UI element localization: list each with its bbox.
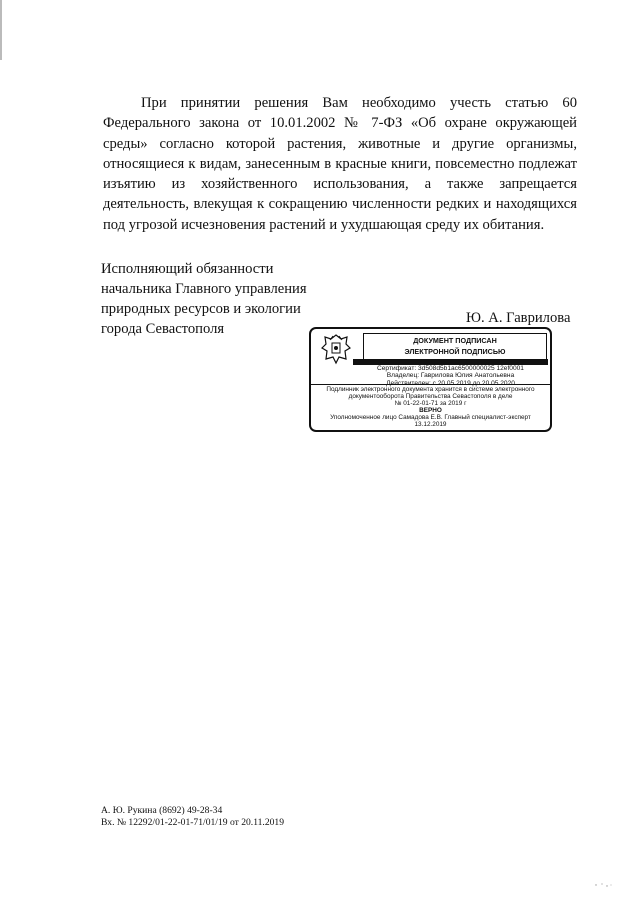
signatory-line-4: города Севастополя bbox=[101, 321, 225, 337]
signatory-block bbox=[101, 259, 331, 339]
stamp-date: 13.12.2019 bbox=[414, 421, 447, 428]
letter-paragraph: При принятии решения Вам необходимо учесть статью 60 Федерального закона от 10.01.2002 № 7-ФЗ «Об охране окружающей среды» согласно которой растения, животные и другие организмы, относящиеся к видам, занесенным в красные книги, повсеместно подлежат изъятию из хозяйственного использования, а также запрещается деятельность, влекущая к сокращению численности редких и находящихся под угрозой исчезновения растений и ухудшающая среду их обитания. bbox=[103, 95, 577, 233]
signer-name: Ю. А. Гаврилова bbox=[466, 310, 571, 326]
stamp-title bbox=[363, 333, 547, 360]
stamp-original-note: Подлинник электронного документа хранится в системе электронного документооборота Правительства Севастополя в деле bbox=[326, 386, 535, 400]
footer-executor: А. Ю. Рукина (8692) 49-28-34 bbox=[101, 805, 223, 816]
signatory-line-2: начальника Главного управления bbox=[101, 281, 307, 297]
electronic-signature-stamp bbox=[309, 327, 552, 432]
stamp-divider bbox=[311, 384, 550, 385]
coat-of-arms-icon bbox=[319, 332, 353, 366]
stamp-title-line-2: ЭЛЕКТРОННОЙ ПОДПИСЬЮ bbox=[404, 347, 506, 356]
scan-speck bbox=[593, 882, 613, 888]
stamp-verification bbox=[317, 386, 544, 428]
stamp-authorized: Уполномоченное лицо Самадова Е.В. Главный специалист-эксперт bbox=[330, 414, 531, 421]
stamp-owner: Владелец: Гаврилова Юлия Анатольевна bbox=[386, 372, 515, 380]
signatory-line-1: Исполняющий обязанности bbox=[101, 261, 274, 277]
footer-block bbox=[101, 805, 284, 829]
stamp-case-number: № 01-22-01-71 за 2019 г bbox=[394, 400, 467, 407]
stamp-validity: Действителен: с 20.05.2019 до 20.05.2020 bbox=[386, 379, 515, 387]
scan-edge bbox=[0, 0, 2, 60]
signatory-line-3: природных ресурсов и экологии bbox=[101, 301, 301, 317]
stamp-title-line-1: ДОКУМЕНТ ПОДПИСАН bbox=[413, 336, 497, 345]
footer-incoming: Вх. № 12292/01-22-01-71/01/19 от 20.11.2019 bbox=[101, 817, 285, 828]
stamp-certificate: Сертификат: 3d508d5b1ac6500000025 12ef0001 bbox=[377, 365, 524, 372]
stamp-verified: ВЕРНО bbox=[419, 407, 442, 414]
